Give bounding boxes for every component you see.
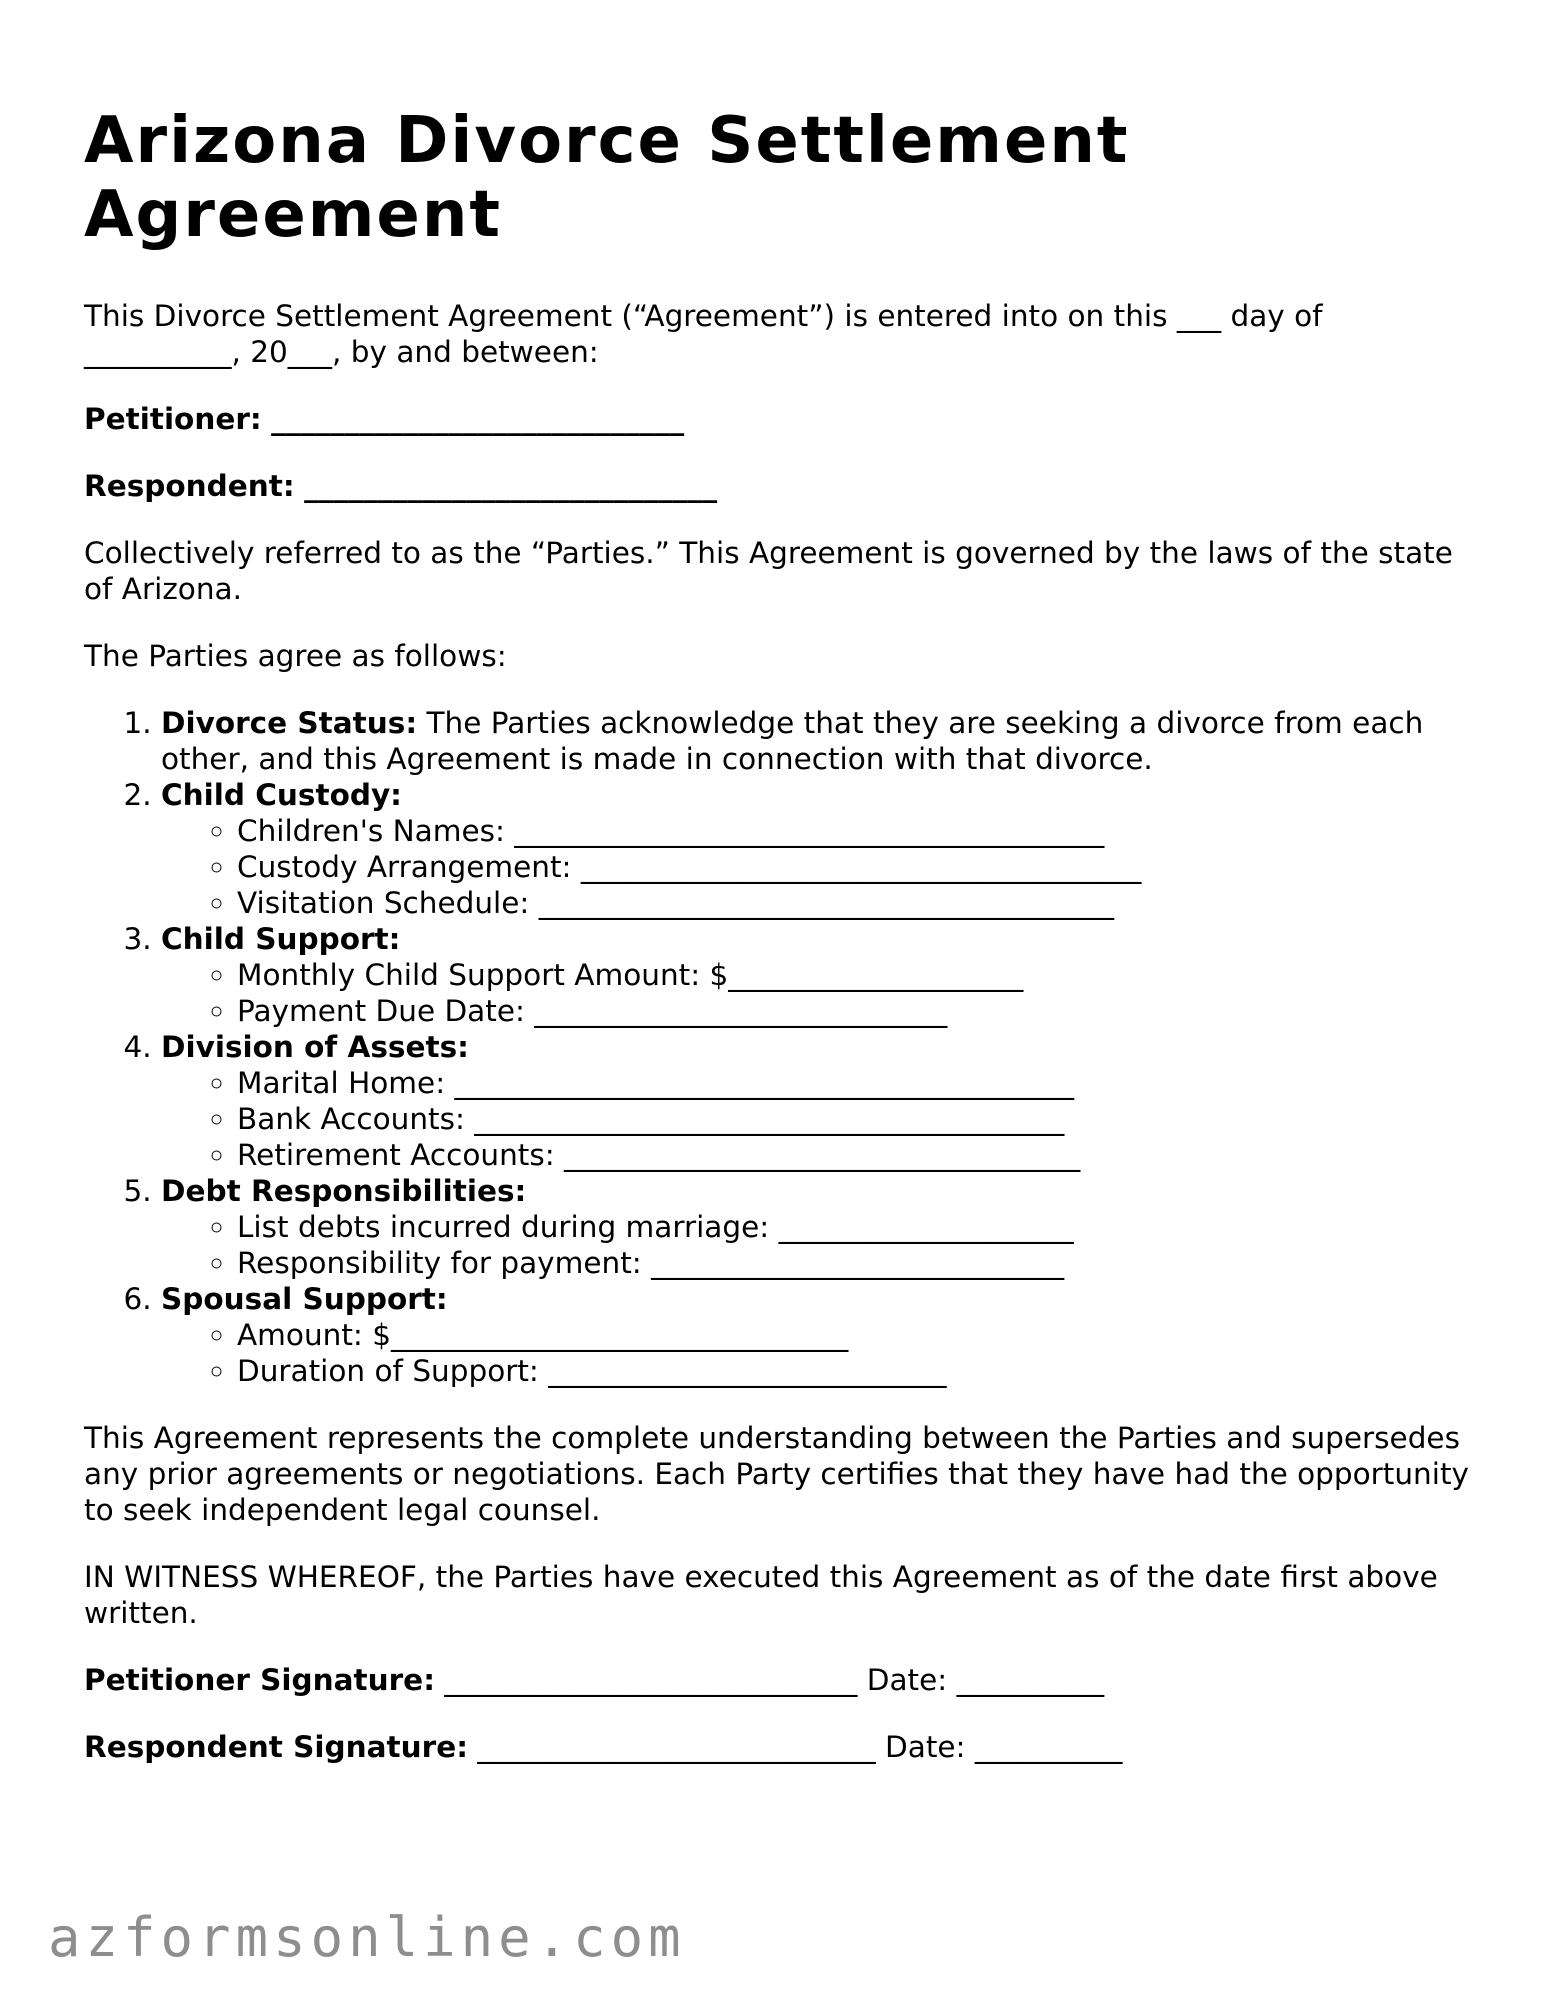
section-text: The Parties acknowledge that they are seeking a divorce from each other, and this Agreement is made in connection with that divorce.	[161, 706, 1424, 777]
witness-paragraph: IN WITNESS WHEREOF, the Parties have executed this Agreement as of the date first above written.	[84, 1560, 1438, 1631]
list-item: ◦ List debts incurred during marriage: ____________________	[237, 1209, 1484, 1245]
petitioner-blank: ____________________________	[271, 402, 685, 437]
petitioner-line	[84, 401, 1484, 437]
petitioner-signature-line	[84, 1662, 1484, 1698]
section-title: Divorce Status:	[161, 706, 418, 741]
respondent-signature-line	[84, 1729, 1484, 1765]
collective-paragraph: Collectively referred to as the “Parties.” This Agreement is governed by the laws of the state of Arizona.	[84, 536, 1453, 607]
section-title: Child Support:	[161, 922, 401, 957]
list-item: ◦ Responsibility for payment: ____________________________	[237, 1245, 1484, 1281]
section-title: Division of Assets:	[161, 1030, 469, 1065]
section-debt-responsibilities	[161, 1173, 1484, 1281]
list-item: ◦ Custody Arrangement: ______________________________________	[237, 849, 1484, 885]
sub-list	[161, 1317, 1484, 1389]
section-child-support	[161, 921, 1484, 1029]
agree-paragraph: The Parties agree as follows:	[84, 639, 507, 674]
sub-list	[161, 1065, 1484, 1173]
section-title: Spousal Support:	[161, 1282, 448, 1317]
list-item: ◦ Children's Names: ________________________________________	[237, 813, 1484, 849]
list-item: ◦ Amount: $_______________________________	[237, 1317, 1484, 1353]
list-item: ◦ Marital Home: __________________________________________	[237, 1065, 1484, 1101]
respondent-line	[84, 468, 1484, 504]
list-item: ◦ Duration of Support: ___________________________	[237, 1353, 1484, 1389]
complete-understanding-paragraph: This Agreement represents the complete understanding between the Parties and supersedes any prior agreements or negotiations. Each Party certifies that they have had the opportunity to seek independent legal counsel.	[84, 1421, 1469, 1528]
respondent-label: Respondent:	[84, 469, 295, 504]
document-title: Arizona Divorce Settlement Agreement	[84, 104, 1130, 252]
petitioner-signature-blank: ____________________________ Date: __________	[444, 1663, 1105, 1698]
list-item: ◦ Retirement Accounts: ___________________________________	[237, 1137, 1484, 1173]
respondent-signature-label: Respondent Signature:	[84, 1730, 469, 1765]
sub-list	[161, 813, 1484, 921]
watermark: azformsonline.com	[48, 1906, 686, 1969]
list-item: ◦ Payment Due Date: ____________________________	[237, 993, 1484, 1029]
section-divorce-status	[161, 705, 1484, 777]
sub-list	[161, 1209, 1484, 1281]
respondent-blank: ____________________________	[304, 469, 718, 504]
respondent-signature-blank: ___________________________ Date: __________	[477, 1730, 1123, 1765]
list-item: ◦ Visitation Schedule: _______________________________________	[237, 885, 1484, 921]
petitioner-signature-label: Petitioner Signature:	[84, 1663, 435, 1698]
intro-paragraph: This Divorce Settlement Agreement (“Agreement”) is entered into on this ___ day of __________, 20___, by and between:	[84, 299, 1323, 370]
section-division-of-assets	[161, 1029, 1484, 1173]
list-item: ◦ Monthly Child Support Amount: $____________________	[237, 957, 1484, 993]
sub-list	[161, 957, 1484, 1029]
document-page	[84, 105, 1484, 1796]
section-title: Child Custody:	[161, 778, 402, 813]
section-title: Debt Responsibilities:	[161, 1174, 527, 1209]
terms-list	[84, 705, 1484, 1389]
list-item: ◦ Bank Accounts: ________________________________________	[237, 1101, 1484, 1137]
petitioner-label: Petitioner:	[84, 402, 262, 437]
section-spousal-support	[161, 1281, 1484, 1389]
section-child-custody	[161, 777, 1484, 921]
